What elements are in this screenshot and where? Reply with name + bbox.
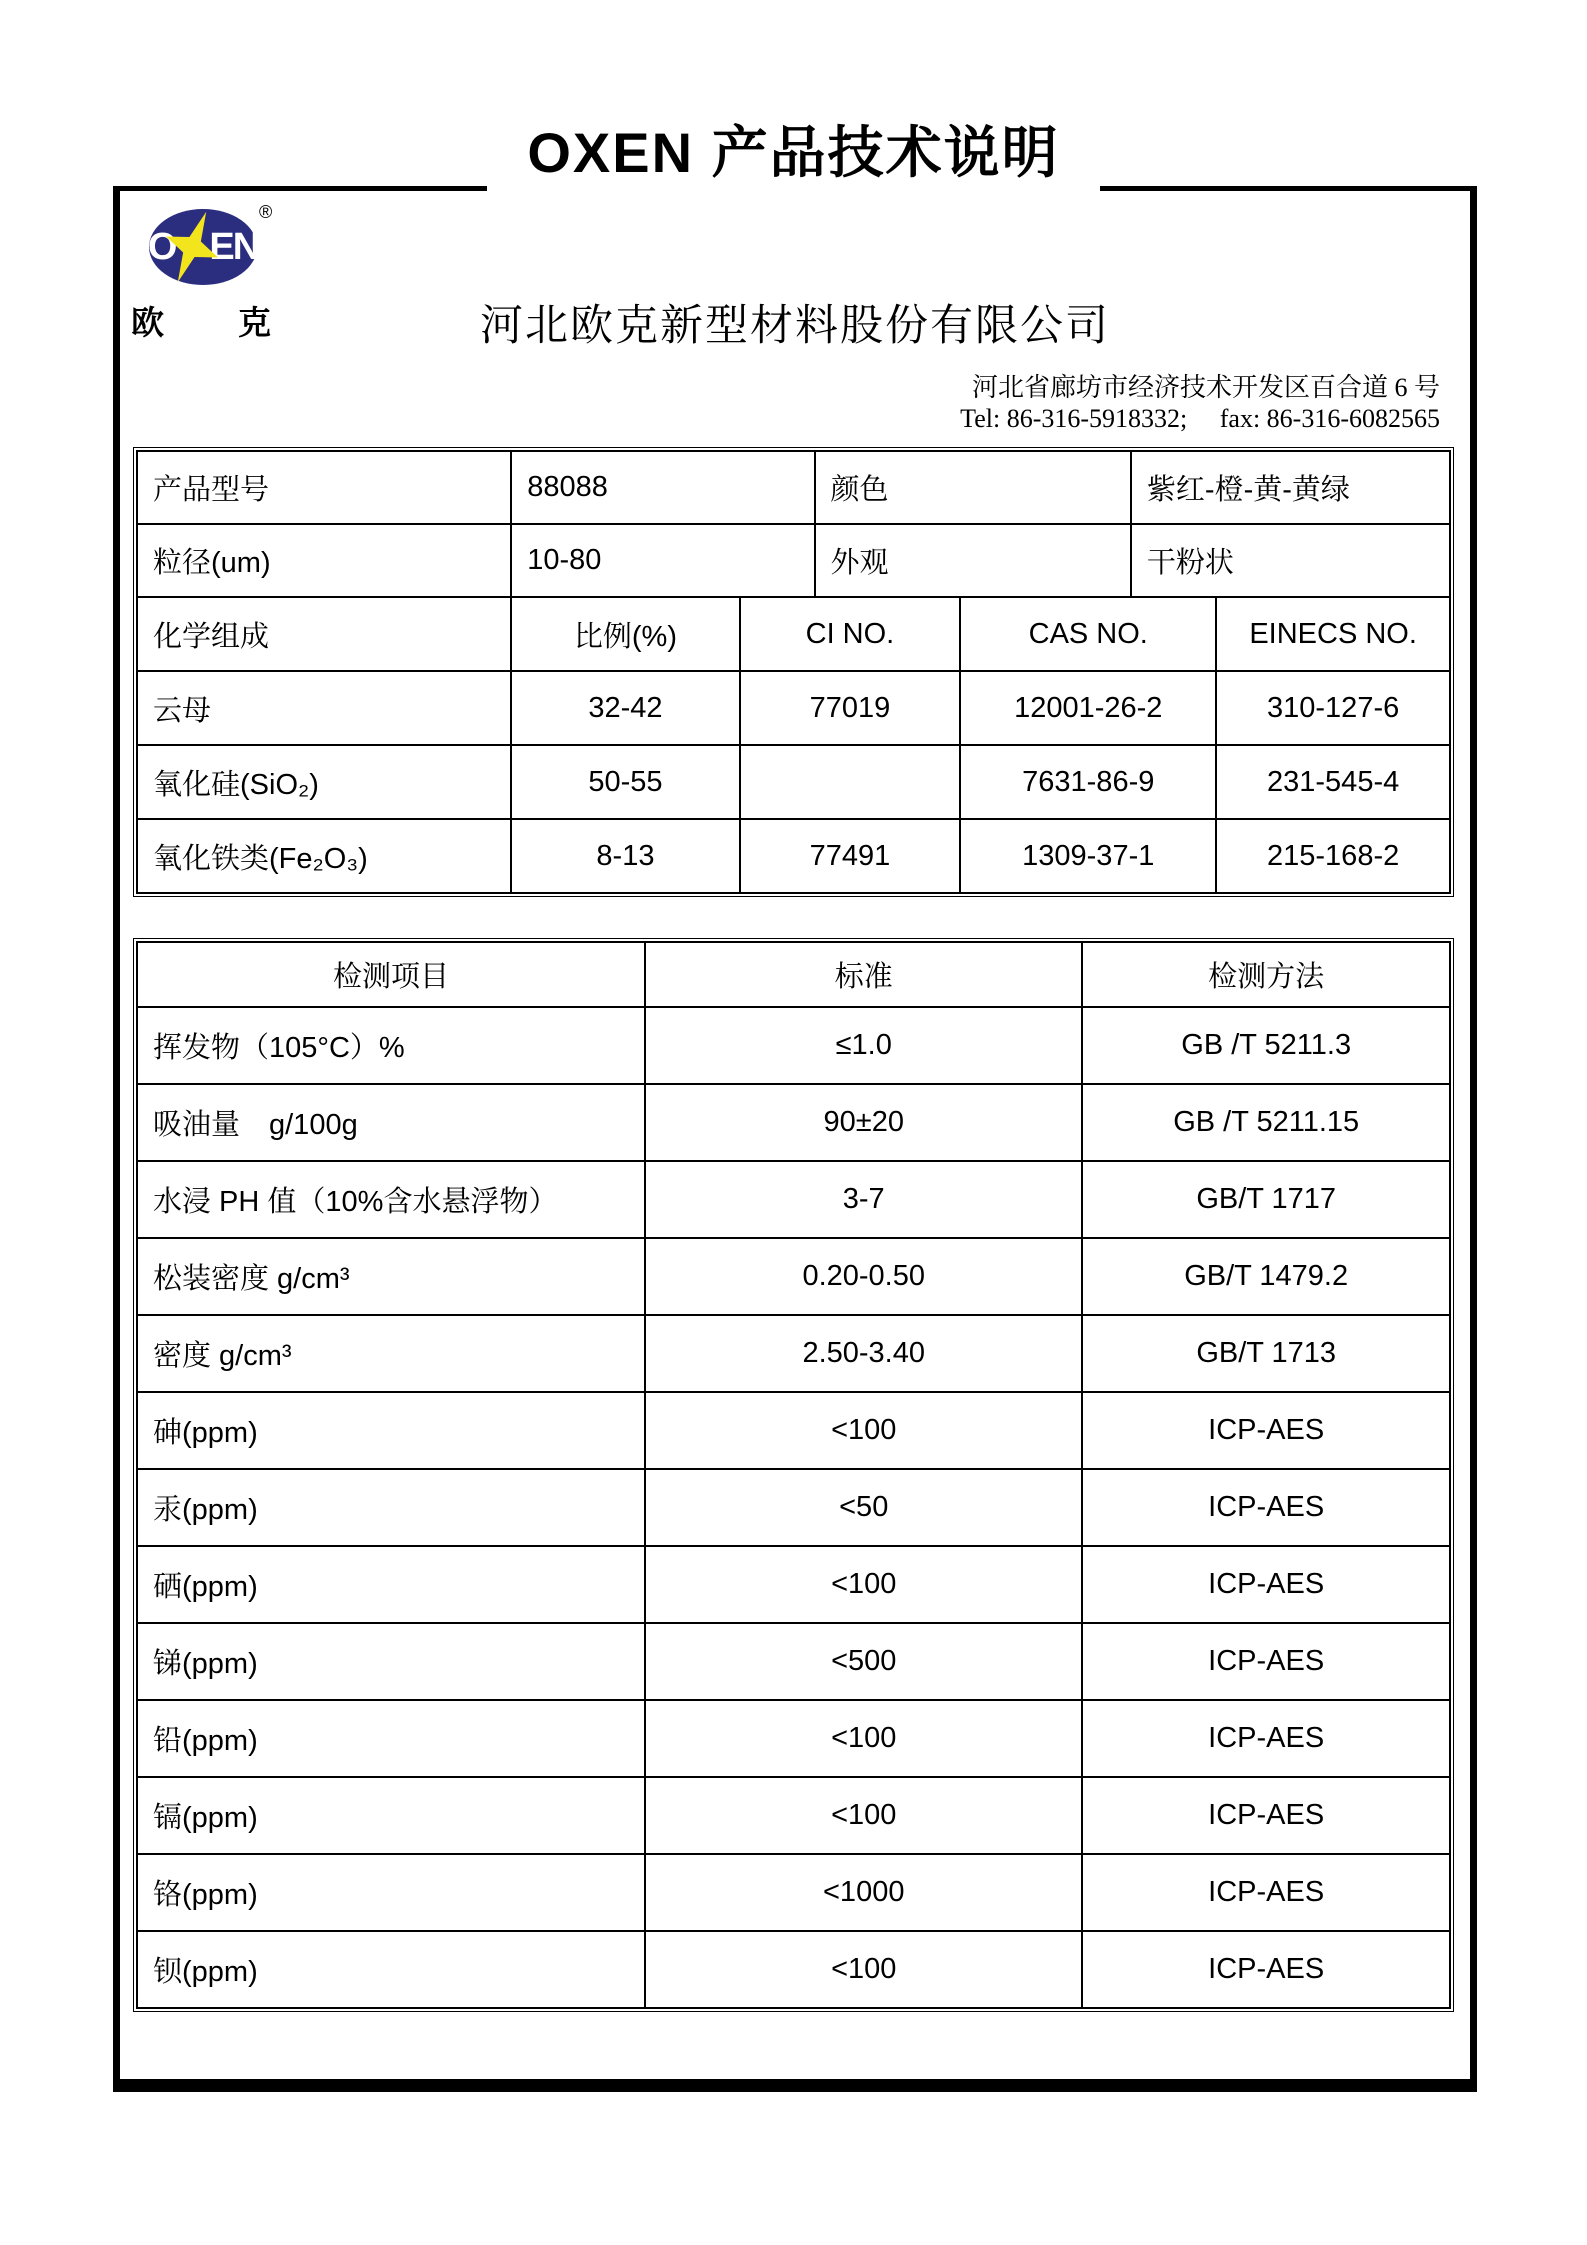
cell-cas-no: 7631-86-9 [960,745,1216,819]
cell-standard: <500 [645,1623,1082,1700]
table-row [137,1854,1450,1931]
cell-method: ICP-AES [1082,1931,1450,2008]
cell-test-item: 镉(ppm) [137,1777,645,1854]
table-row [137,819,1450,893]
cell-substance: 云母 [137,671,511,745]
cell-method: GB/T 1479.2 [1082,1238,1450,1315]
cell-method: ICP-AES [1082,1623,1450,1700]
col-header-test-item: 检测项目 [137,942,645,1007]
cell-test-item: 钡(ppm) [137,1931,645,2008]
cell-product-model-label: 产品型号 [137,451,511,524]
cell-particle-size-value: 10-80 [511,524,814,597]
cell-product-model-value: 88088 [511,451,814,524]
composition-header-row [137,597,1450,671]
cell-einecs-no: 215-168-2 [1216,819,1450,893]
cell-standard: 3-7 [645,1161,1082,1238]
cell-ci-no: 77491 [740,819,961,893]
cell-appearance-value: 干粉状 [1131,524,1450,597]
cell-standard: 90±20 [645,1084,1082,1161]
col-header: EINECS NO. [1216,597,1450,671]
oxen-logo [149,209,257,285]
table-row [137,671,1450,745]
col-header: CI NO. [740,597,961,671]
cell-einecs-no: 310-127-6 [1216,671,1450,745]
cell-test-item: 锑(ppm) [137,1623,645,1700]
cell-test-item: 硒(ppm) [137,1546,645,1623]
col-header-standard: 标准 [645,942,1082,1007]
cell-method: GB/T 1717 [1082,1161,1450,1238]
cell-method: GB/T 1713 [1082,1315,1450,1392]
table-row [137,1931,1450,2008]
composition-table [136,596,1451,894]
cell-standard: 0.20-0.50 [645,1238,1082,1315]
cell-ratio: 32-42 [511,671,739,745]
cell-method: ICP-AES [1082,1392,1450,1469]
cell-ci-no: 77019 [740,671,961,745]
cell-ci-no [740,745,961,819]
cell-standard: <100 [645,1931,1082,2008]
table-row [137,745,1450,819]
cell-test-item: 水浸 PH 值（10%含水悬浮物） [137,1161,645,1238]
cell-einecs-no: 231-545-4 [1216,745,1450,819]
cell-standard: ≤1.0 [645,1007,1082,1084]
cell-color-value: 紫红-橙-黄-黄绿 [1131,451,1450,524]
cell-particle-size-label: 粒径(um) [137,524,511,597]
cell-ratio: 8-13 [511,819,739,893]
col-header-method: 检测方法 [1082,942,1450,1007]
cell-color-label: 颜色 [815,451,1131,524]
table-row [137,524,1450,597]
cell-standard: 2.50-3.40 [645,1315,1082,1392]
cell-test-item: 吸油量 g/100g [137,1084,645,1161]
table-row [137,1546,1450,1623]
cell-test-item: 汞(ppm) [137,1469,645,1546]
cell-method: ICP-AES [1082,1700,1450,1777]
cell-standard: <100 [645,1546,1082,1623]
company-contact-block [960,372,1440,434]
cell-appearance-label: 外观 [815,524,1131,597]
product-spec-table [133,447,1454,897]
cell-method: ICP-AES [1082,1546,1450,1623]
logo-chinese-name [131,297,271,344]
col-header: 比例(%) [511,597,739,671]
cell-standard: <1000 [645,1854,1082,1931]
table-row [137,451,1450,524]
table-row [137,1469,1450,1546]
cell-method: ICP-AES [1082,1854,1450,1931]
cell-standard: <100 [645,1777,1082,1854]
cell-cas-no: 1309-37-1 [960,819,1216,893]
cell-method: ICP-AES [1082,1469,1450,1546]
company-address: 河北省廊坊市经济技术开发区百合道 6 号 [971,373,1440,402]
title-block [0,116,1587,200]
table-row [137,1084,1450,1161]
table-row [137,1007,1450,1084]
table-row [137,1623,1450,1700]
page-title: OXEN 产品技术说明 [487,116,1099,200]
table-row [137,1238,1450,1315]
cell-method: GB /T 5211.15 [1082,1084,1450,1161]
cell-ratio: 50-55 [511,745,739,819]
table-row [137,1315,1450,1392]
cell-test-item: 砷(ppm) [137,1392,645,1469]
cell-test-item: 松装密度 g/cm³ [137,1238,645,1315]
cell-method: ICP-AES [1082,1777,1450,1854]
cell-standard: <100 [645,1700,1082,1777]
test-table-header-row [137,942,1450,1007]
table-row [137,1161,1450,1238]
test-items-table [133,938,1454,2012]
table-row [137,1777,1450,1854]
logo-letter-en: EN [209,226,259,268]
col-header: CAS NO. [960,597,1216,671]
logo-cn-right: 克 [238,304,271,341]
logo-letter-o: O [147,226,176,268]
registered-trademark-icon: ® [259,202,273,222]
cell-substance: 氧化硅(SiO₂) [137,745,511,819]
product-info-table [136,450,1451,598]
col-header: 化学组成 [137,597,511,671]
company-tel-fax: Tel: 86-316-5918332; fax: 86-316-6082565 [960,404,1440,433]
table-row [137,1700,1450,1777]
cell-test-item: 铅(ppm) [137,1700,645,1777]
table-row [137,1392,1450,1469]
logo-cn-left: 欧 [131,304,164,341]
cell-test-item: 铬(ppm) [137,1854,645,1931]
cell-method: GB /T 5211.3 [1082,1007,1450,1084]
cell-standard: <50 [645,1469,1082,1546]
cell-substance: 氧化铁类(Fe₂O₃) [137,819,511,893]
company-name: 河北欧克新型材料股份有限公司 [480,303,1110,350]
cell-test-item: 密度 g/cm³ [137,1315,645,1392]
cell-standard: <100 [645,1392,1082,1469]
cell-cas-no: 12001-26-2 [960,671,1216,745]
cell-test-item: 挥发物（105°C）% [137,1007,645,1084]
